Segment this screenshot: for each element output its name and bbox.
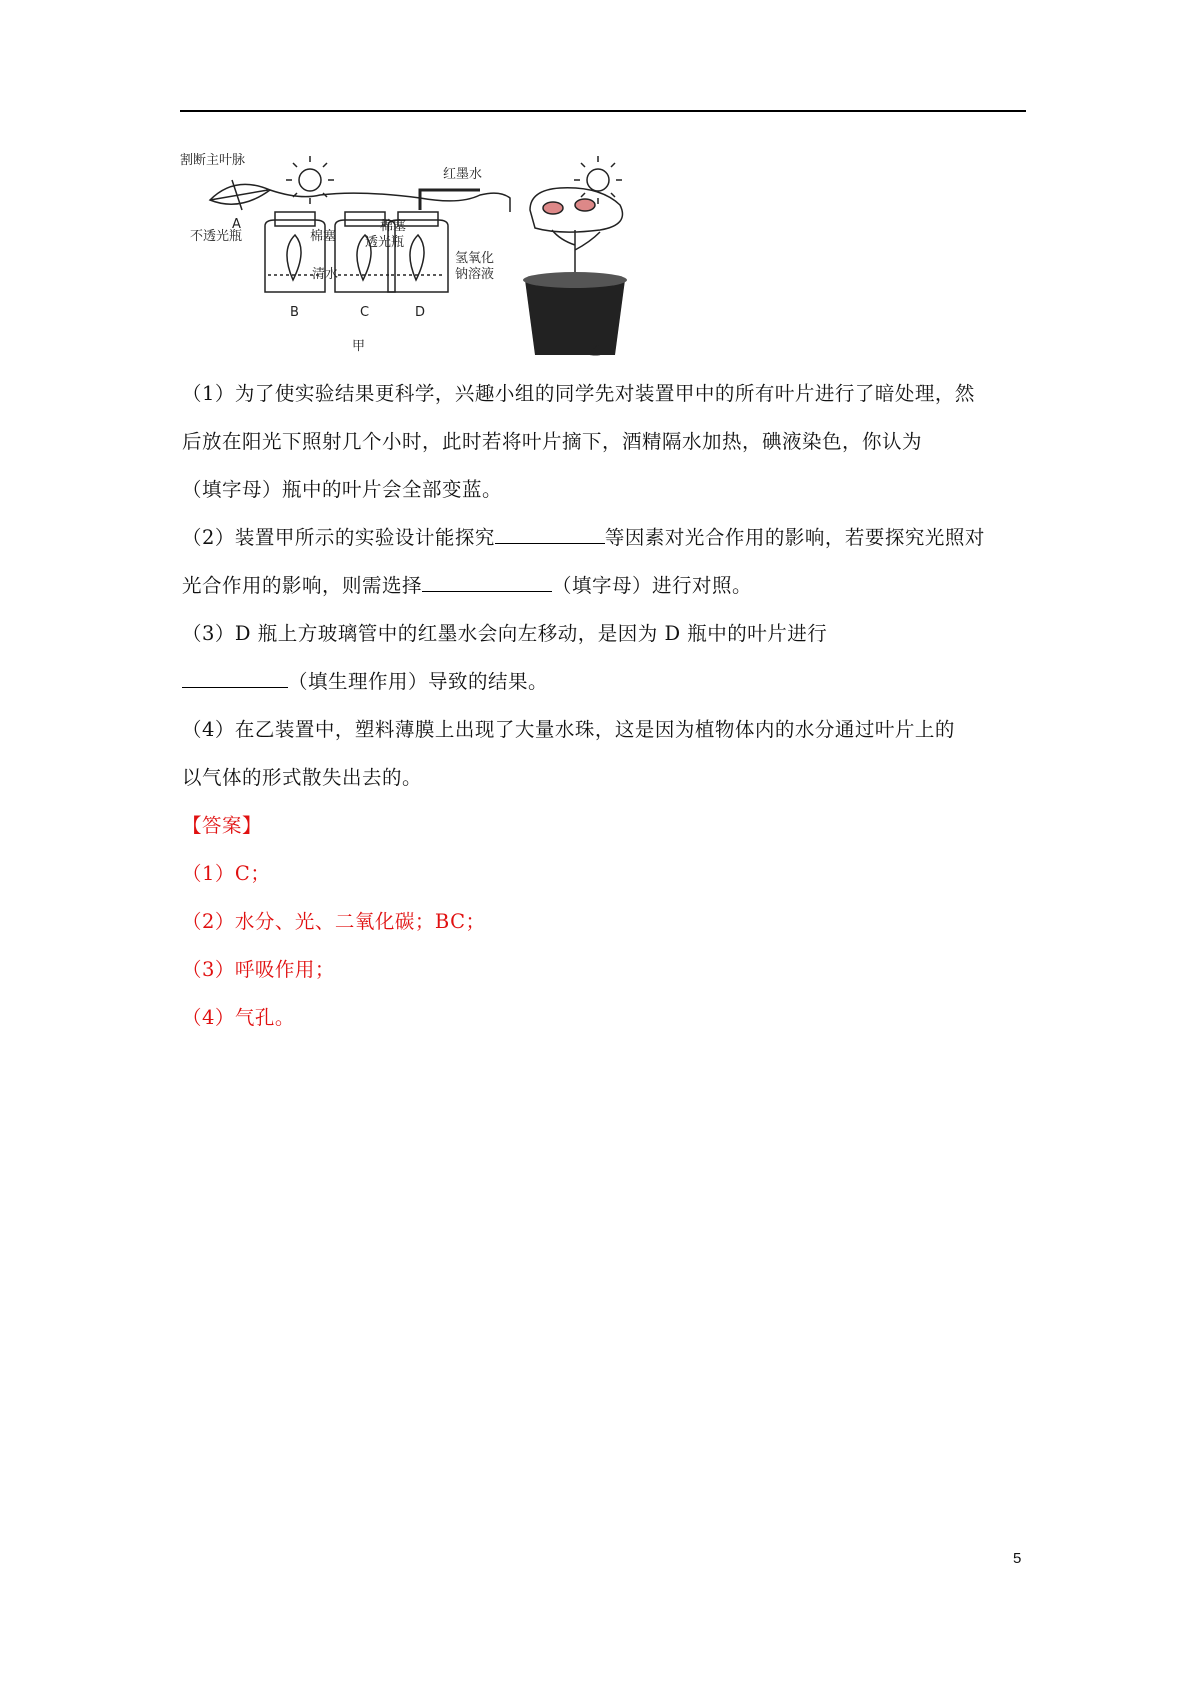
experiment-figure [180, 150, 680, 365]
q1-line-3: （填字母）瓶中的叶片会全部变蓝。 [182, 478, 503, 501]
q2-text-c: 光合作用的影响，则需选择 [182, 574, 423, 597]
label-a: A [232, 217, 241, 232]
question-4 [182, 716, 1028, 744]
cut-vein-label: 割断主叶脉 [180, 153, 246, 168]
page-number: 5 [1013, 1550, 1022, 1567]
q3-line-2-wrap [182, 668, 1028, 696]
q1-line-1: （1）为了使实验结果更科学，兴趣小组的同学先对装置甲中的所有叶片进行了暗处理，然 [182, 382, 975, 405]
cotton-label-2: 棉塞 [380, 219, 407, 234]
question-1 [182, 380, 1028, 408]
q4-line-2: 以气体的形式散失出去的。 [182, 766, 423, 789]
header-rule [180, 110, 1026, 112]
label-jia: 甲 [352, 339, 366, 354]
answer-blank [182, 669, 288, 688]
water-label: 清水 [312, 267, 339, 282]
answer-2: （2）水分、光、二氧化碳；BC； [182, 910, 486, 933]
connecting-tube [270, 190, 510, 212]
answer-3: （3）呼吸作用； [182, 958, 335, 981]
q4-line-2-wrap [182, 764, 1028, 792]
clear-bottle-label: 透光瓶 [365, 235, 405, 250]
label-c: C [360, 305, 370, 320]
q1-line-2: 后放在阳光下照射几个小时，此时若将叶片摘下，酒精隔水加热，碘液染色，你认为 [182, 430, 923, 453]
answer-1: （1）C； [182, 862, 271, 885]
q2-text-d: （填字母）进行对照。 [552, 574, 753, 597]
answer-heading: 【答案】 [182, 814, 263, 837]
flower-pot [523, 272, 627, 355]
q1-line-3-wrap [182, 476, 1028, 504]
sun-icon [574, 156, 622, 204]
naoh-label-2: 钠溶液 [455, 267, 495, 282]
answer-blank [495, 525, 605, 544]
answer-blank [422, 573, 552, 592]
red-ink-label: 红墨水 [443, 167, 483, 182]
q2-text-b: 等因素对光合作用的影响，若要探究光照对 [604, 526, 985, 549]
leaf-a-icon [210, 180, 270, 210]
naoh-label: 氢氧化 [455, 251, 495, 266]
cotton-label-1: 棉塞 [310, 229, 337, 244]
question-2 [182, 524, 1028, 552]
label-d: D [415, 305, 426, 320]
plant-in-bag [530, 188, 623, 280]
q3-line-1: （3）D 瓶上方玻璃管中的红墨水会向左移动，是因为 D 瓶中的叶片进行 [182, 622, 828, 645]
q1-line-2-wrap [182, 428, 1028, 456]
label-yi: 乙 [588, 344, 602, 359]
answer-4: （4）气孔。 [182, 1006, 295, 1029]
opaque-bottle-label: 不透光瓶 [190, 229, 243, 244]
label-b: B [290, 305, 299, 320]
question-3 [182, 620, 1028, 648]
q3-text-b: （填生理作用）导致的结果。 [288, 670, 549, 693]
q2-line-2-wrap [182, 572, 1028, 600]
q4-line-1: （4）在乙装置中，塑料薄膜上出现了大量水珠，这是因为植物体内的水分通过叶片上的 [182, 718, 955, 741]
q2-text-a: （2）装置甲所示的实验设计能探究 [182, 526, 495, 549]
